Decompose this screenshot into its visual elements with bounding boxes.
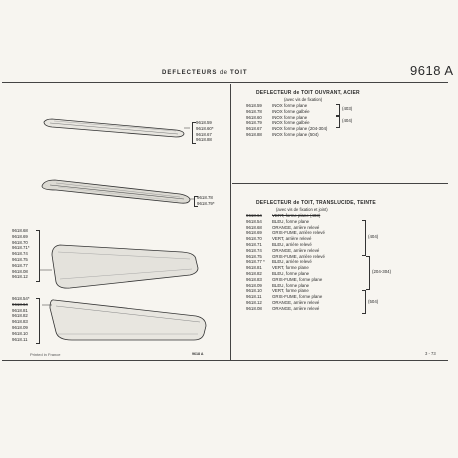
part-ref-struck: 9618.64 bbox=[12, 301, 28, 307]
part-ref: 9618.59 bbox=[196, 120, 212, 125]
item-ref: 9618.69 bbox=[246, 230, 262, 236]
item-ref: 9618.09 bbox=[246, 282, 262, 288]
part-ref: 9618.11 bbox=[12, 336, 28, 342]
title-de: de bbox=[220, 70, 228, 76]
item-ref: 9618.78 bbox=[246, 108, 262, 114]
item-ref: 9618.10 bbox=[246, 288, 262, 294]
part-ref: 9618.69 bbox=[12, 233, 28, 239]
deflector-drawing-4 bbox=[42, 300, 206, 340]
part-ref: 9618.70 bbox=[12, 239, 28, 245]
part-ref: 9618.68 bbox=[12, 228, 28, 233]
item-desc: INOX forme plane bbox=[272, 114, 308, 120]
item-ref: 9618.60 bbox=[246, 114, 262, 120]
part-label-2 bbox=[197, 195, 215, 207]
part-brace-3 bbox=[36, 230, 40, 282]
item-ref: 9618.82 bbox=[246, 270, 262, 276]
part-brace-2 bbox=[194, 196, 198, 207]
item-desc: GRIS-FUME, forme plane bbox=[272, 276, 323, 282]
item-ref: 9618.75 bbox=[246, 253, 262, 259]
item-ref: 9618.68 bbox=[246, 224, 262, 230]
part-ref: 9618.08 bbox=[12, 268, 28, 274]
item-ref: 9618.70 bbox=[246, 236, 262, 242]
item-ref: 9618.74 bbox=[246, 247, 262, 253]
brace-404-s2 bbox=[362, 220, 366, 256]
item-ref: 9618.11 bbox=[246, 294, 262, 300]
group-label-404: (404) bbox=[342, 118, 353, 123]
part-ref: 9618.75 bbox=[12, 256, 28, 262]
item-ref: 9618.71 bbox=[246, 241, 262, 247]
title-main: DEFLECTEURS bbox=[162, 70, 218, 76]
deflector-drawing-3 bbox=[40, 245, 198, 288]
item-ref: 9618.81 bbox=[246, 265, 262, 271]
item-desc: GRIS-FUME, arrière relevé bbox=[272, 253, 325, 259]
part-ref: 9618.60* bbox=[196, 125, 214, 131]
section2-subtitle: (avec vis de fixation et joint) bbox=[276, 207, 328, 212]
part-label-1 bbox=[196, 120, 214, 143]
item-desc: GRIS-FUME, arrière relevé bbox=[272, 230, 325, 236]
part-ref: 9618.83 bbox=[12, 319, 28, 325]
part-ref: 9618.12 bbox=[12, 274, 28, 280]
item-desc: VERT, arrière relevé bbox=[272, 236, 312, 242]
item-ref: 9618.64 bbox=[246, 213, 262, 218]
part-ref: 9618.54* bbox=[12, 296, 30, 301]
part-ref: 9618.67 bbox=[196, 131, 212, 137]
item-desc: VERT, forme plane bbox=[272, 288, 309, 294]
deflector-drawing-2 bbox=[42, 180, 195, 203]
part-ref: 9618.82 bbox=[12, 313, 28, 319]
item-desc: BLEU, forme plane bbox=[272, 218, 310, 224]
part-ref: 9618.79* bbox=[197, 200, 215, 206]
item-desc: INOX forme plane bbox=[272, 103, 308, 108]
page-number: 3 - 73 bbox=[425, 351, 436, 356]
item-desc: VERT, forme plane bbox=[272, 265, 309, 271]
section1-list bbox=[246, 103, 327, 138]
deflector-drawing-1 bbox=[44, 119, 190, 137]
part-ref: 9618.78 bbox=[197, 195, 213, 200]
footer-code: 9618 A bbox=[192, 352, 204, 356]
item-desc: ORANGE, arrière relevé bbox=[272, 305, 320, 311]
title-end: TOIT bbox=[229, 70, 248, 76]
item-ref: 9618.59 bbox=[246, 103, 262, 108]
item-ref: 9618.77 * bbox=[246, 259, 265, 265]
item-ref: 9618.54 bbox=[246, 218, 262, 224]
part-ref: 9618.77 bbox=[12, 262, 28, 268]
part-ref: 9618.10 bbox=[12, 330, 28, 336]
section2-list bbox=[246, 213, 325, 312]
group-label-404-s2: (404) bbox=[368, 234, 379, 239]
section2-title: DEFLECTEUR de TOIT, TRANSLUCIDE, TEINTE bbox=[256, 200, 376, 206]
list-item bbox=[246, 306, 325, 312]
item-desc: ORANGE, arrière relevé bbox=[272, 299, 320, 305]
item-desc: INOX forme galbée bbox=[272, 120, 310, 126]
item-desc: BLEU, forme plane bbox=[272, 282, 310, 288]
item-desc: BLEU, forme plane bbox=[272, 270, 310, 276]
brace-404 bbox=[336, 116, 340, 128]
section1-subtitle: (avec vis de fixation) bbox=[284, 97, 323, 102]
item-desc: ORANGE, arrière relevé bbox=[272, 224, 320, 230]
group-label-204-304: (204-304) bbox=[372, 269, 392, 274]
item-desc: VERT, forme plane (403) bbox=[272, 213, 321, 218]
item-desc: BLEU, arrière relevé bbox=[272, 241, 312, 247]
printed-in-france: Printed in France bbox=[30, 352, 61, 357]
item-ref: 9618.79 bbox=[246, 120, 262, 126]
item-ref: 9618.88 bbox=[246, 131, 262, 137]
part-ref: 9618.71* bbox=[12, 245, 30, 251]
item-desc: GRIS-FUME, forme plane bbox=[272, 294, 323, 300]
list-item bbox=[246, 132, 327, 138]
reference-code: 9618 A bbox=[410, 63, 454, 78]
item-desc: INOX forme plane (504) bbox=[272, 131, 319, 137]
item-desc: BLEU, arrière relevé bbox=[272, 259, 312, 265]
brace-204-304 bbox=[366, 256, 370, 290]
group-label-504: (504) bbox=[368, 299, 379, 304]
part-ref: 9618.88 bbox=[196, 137, 212, 143]
part-label-3 bbox=[12, 228, 30, 280]
group-label-403: (403) bbox=[342, 106, 353, 111]
part-ref: 9618.74 bbox=[12, 251, 28, 257]
item-desc: ORANGE, arrière relevé bbox=[272, 247, 320, 253]
part-ref: 9618.81 bbox=[12, 307, 28, 313]
item-desc: INOX forme galbée bbox=[272, 108, 310, 114]
part-label-4 bbox=[12, 296, 30, 342]
brace-504 bbox=[362, 290, 366, 314]
item-ref: 9618.12 bbox=[246, 299, 262, 305]
item-ref: 9618.08 bbox=[246, 305, 262, 311]
item-ref: 9618.67 bbox=[246, 126, 262, 132]
item-ref: 9618.83 bbox=[246, 276, 262, 282]
brace-403 bbox=[336, 104, 340, 116]
part-brace-4 bbox=[36, 298, 40, 344]
part-ref: 9618.09 bbox=[12, 324, 28, 330]
item-desc: INOX forme plane (204-304) bbox=[272, 126, 328, 132]
section1-title: DEFLECTEUR de TOIT OUVRANT, ACIER bbox=[256, 90, 360, 96]
part-brace-1 bbox=[192, 122, 196, 144]
